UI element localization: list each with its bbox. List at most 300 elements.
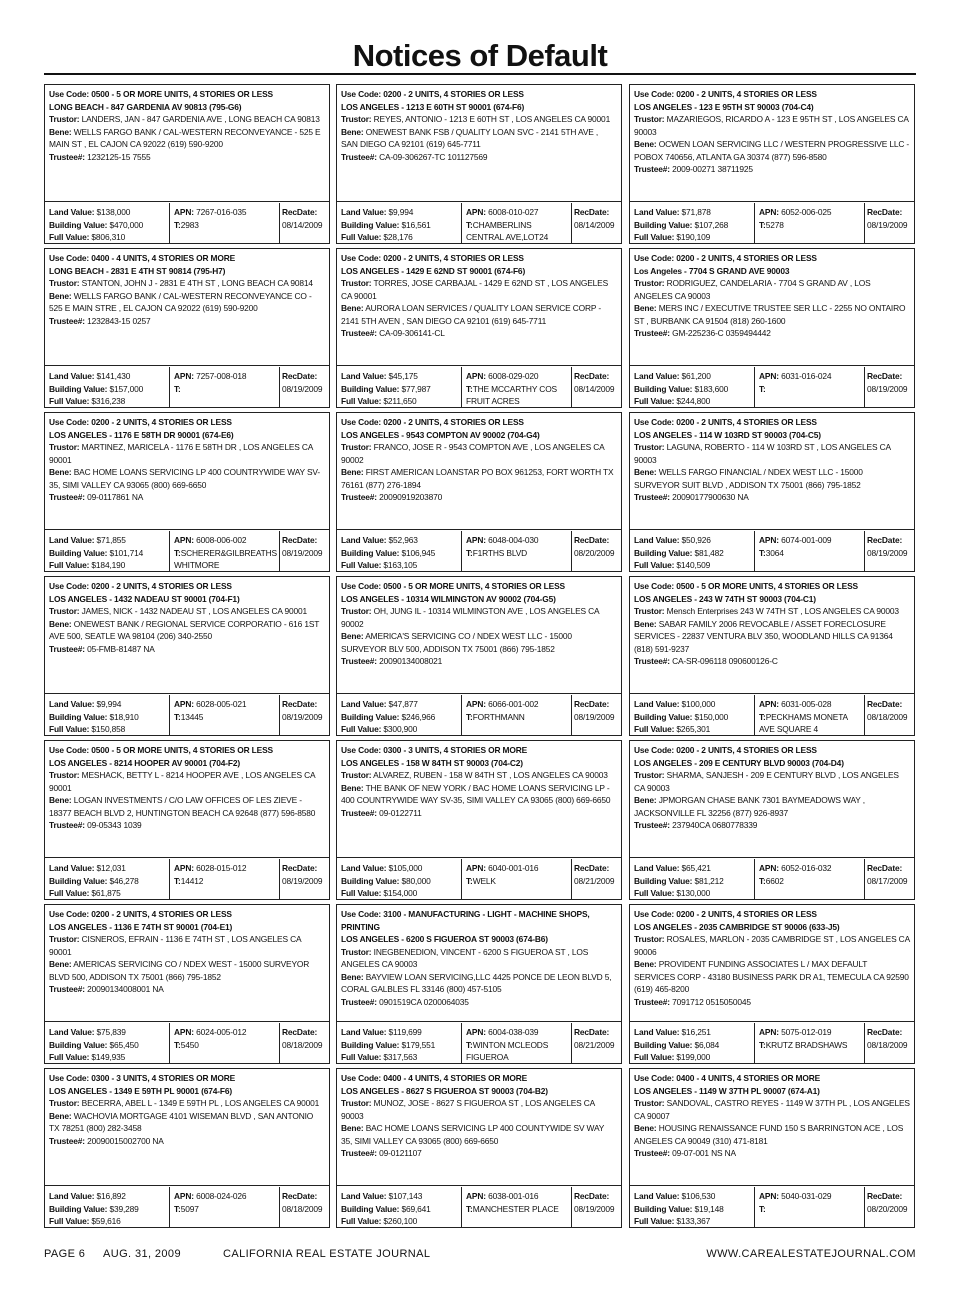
- bene-value: AMERICAS SERVICING CO / NDEX WEST - 15000 SURVEYOR BLVD 500, ADDISON TX 75001 (866) 795-1852: [49, 959, 310, 982]
- notice-details: [337, 741, 621, 858]
- trustee-line: [634, 996, 910, 1009]
- trustor-value: ALVAREZ, RUBEN - 158 W 84TH ST , LOS ANGELES CA 90003: [373, 770, 608, 780]
- use-code: Use Code: 0200 - 2 UNITS, 4 STORIES OR LESS: [341, 89, 524, 99]
- notice-card: [336, 576, 622, 736]
- notice-card: [629, 740, 915, 900]
- recdate-value: 08/20/2009: [867, 1203, 908, 1214]
- apn-label: APN:: [174, 863, 194, 873]
- trustee-line: [341, 1147, 617, 1160]
- trustor-label: Trustor:: [49, 442, 80, 452]
- use-code: Use Code: 0200 - 2 UNITS, 4 STORIES OR LESS: [634, 417, 817, 427]
- t-value: WINTON MCLEODS FIGUEROA: [466, 1039, 549, 1063]
- notice-card: [336, 1068, 622, 1228]
- trustor-line: [634, 933, 910, 958]
- trustee-label: Trustee#:: [634, 328, 670, 338]
- valuation-row: [45, 531, 329, 571]
- full-value: $133,367: [676, 1216, 711, 1227]
- apn-cell: [169, 1023, 279, 1063]
- full-value: $211,650: [383, 396, 417, 407]
- full-label: Full Value:: [341, 560, 382, 571]
- t-value: FORTHMANN: [472, 711, 525, 722]
- bene-value: FIRST AMERICAN LOANSTAR PO BOX 961253, FORT WORTH TX 76161 (877) 276-1894: [341, 467, 614, 490]
- recdate-value: 08/19/2009: [867, 547, 908, 558]
- bene-line: [49, 1110, 325, 1135]
- bene-line: [341, 630, 617, 655]
- trustor-value: ROSALES, MARLON - 2035 CAMBRIDGE ST , LOS ANGELES CA 90006: [634, 934, 910, 957]
- bene-value: OCWEN LOAN SERVICING LLC / WESTERN PROGRESSIVE LLC - POBOX 740656, ATLANTA GA 30374 (877) 596-8580: [634, 139, 910, 162]
- building-label: Building Value:: [634, 711, 693, 722]
- trustor-value: MUNOZ, JOSE - 8627 S FIGUEROA ST , LOS ANGELES CA 90003: [341, 1098, 595, 1121]
- recdate-value: 08/19/2009: [282, 547, 323, 558]
- bene-value: WELLS FARGO BANK / CAL-WESTERN RECONVEYANCE - 525 E MAIN ST , EL CAJON CA 92022 (619) 590-9200: [49, 126, 321, 149]
- bene-line: [341, 302, 617, 327]
- valuation-row: [337, 367, 621, 407]
- use-code: Use Code: 0200 - 2 UNITS, 4 STORIES OR LESS: [341, 253, 524, 263]
- bene-label: Bene:: [341, 1123, 364, 1133]
- t-label: T:: [759, 875, 766, 886]
- bene-value: BAYVIEW LOAN SERVICING,LLC 4425 PONCE DE LEON BLVD 5, CORAL GALBLES FL 33146 (800) 457-5105: [341, 971, 612, 994]
- apn-value: 6008-029-020: [488, 371, 539, 381]
- property-address: LONG BEACH - 847 GARDENIA AV 90813 (795-G6): [49, 101, 242, 112]
- trustor-label: Trustor:: [341, 606, 372, 616]
- apn-value: 6008-024-026: [196, 1191, 247, 1201]
- use-code: Use Code: 0200 - 2 UNITS, 4 STORIES OR LESS: [49, 581, 232, 591]
- land-label: Land Value:: [49, 863, 95, 873]
- property-address: LOS ANGELES - 1213 E 60TH ST 90001 (674-F6): [341, 101, 525, 112]
- trustor-line: [49, 605, 325, 618]
- recdate-cell: [279, 1023, 329, 1063]
- trustor-label: Trustor:: [49, 606, 80, 616]
- values-cell: [630, 367, 754, 407]
- t-label: T:: [174, 1039, 181, 1050]
- land-value: $16,892: [96, 1191, 126, 1201]
- building-label: Building Value:: [634, 219, 693, 230]
- trustor-line: [341, 113, 617, 126]
- building-value: $157,000: [109, 383, 144, 394]
- full-value: $265,301: [676, 724, 711, 735]
- bene-line: [341, 466, 617, 491]
- notice-details: [630, 741, 914, 858]
- trustor-line: [49, 113, 325, 126]
- trustee-label: Trustee#:: [634, 1148, 670, 1158]
- apn-value: 6052-016-032: [781, 863, 832, 873]
- recdate-label: RecDate:: [867, 1191, 903, 1201]
- building-value: $18,910: [109, 711, 139, 722]
- use-code: Use Code: 0400 - 4 UNITS, 4 STORIES OR MORE: [341, 1073, 528, 1083]
- land-label: Land Value:: [634, 535, 680, 545]
- apn-label: APN:: [466, 535, 486, 545]
- trustor-value: RODRIGUEZ, CANDELARIA - 7704 S GRAND AV , LOS ANGELES CA 90003: [634, 278, 871, 301]
- trustee-line: [49, 315, 325, 328]
- trustor-label: Trustor:: [634, 114, 665, 124]
- values-cell: [45, 695, 169, 735]
- recdate-cell: [571, 1187, 621, 1227]
- bene-label: Bene:: [341, 631, 364, 641]
- trustee-value: 09-05343 1039: [87, 820, 142, 830]
- apn-label: APN:: [174, 699, 194, 709]
- notice-card: [44, 576, 330, 736]
- t-label: T:: [174, 875, 181, 886]
- bene-label: Bene:: [341, 303, 364, 313]
- apn-label: APN:: [759, 863, 779, 873]
- recdate-value: 08/21/2009: [574, 875, 615, 886]
- use-code: Use Code: 0300 - 3 UNITS, 4 STORIES OR MORE: [49, 1073, 236, 1083]
- apn-cell: [169, 531, 279, 571]
- land-label: Land Value:: [49, 535, 95, 545]
- recdate-cell: [279, 1187, 329, 1227]
- trustee-label: Trustee#:: [49, 1135, 85, 1146]
- bene-value: AURORA LOAN SERVICES / QUALITY LOAN SERVICE CORP - 2141 5TH AVEN , SAN DIEGO CA 92101 (619) 645-7711: [341, 303, 602, 326]
- trustor-value: JAMES, NICK - 1432 NADEAU ST , LOS ANGELES CA 90001: [81, 606, 308, 616]
- apn-cell: [754, 531, 864, 571]
- full-value: $190,109: [676, 232, 711, 243]
- property-address: LOS ANGELES - 9543 COMPTON AV 90002 (704-G4): [341, 429, 540, 440]
- recdate-label: RecDate:: [574, 1027, 610, 1037]
- use-code: Use Code: 0200 - 2 UNITS, 4 STORIES OR LESS: [634, 89, 817, 99]
- apn-cell: [461, 859, 571, 899]
- use-code: Use Code: 0200 - 2 UNITS, 4 STORIES OR LESS: [49, 417, 232, 427]
- trustor-line: [634, 605, 910, 618]
- trustor-line: [341, 1097, 617, 1122]
- building-value: $101,714: [109, 547, 144, 558]
- building-value: $65,450: [109, 1039, 139, 1050]
- values-cell: [337, 1023, 461, 1063]
- full-label: Full Value:: [341, 232, 382, 243]
- notice-card: [44, 412, 330, 572]
- t-value: 5450: [180, 1039, 199, 1050]
- full-value: $163,105: [383, 560, 418, 571]
- t-label: T:: [466, 547, 473, 558]
- building-label: Building Value:: [341, 711, 400, 722]
- full-value: $61,875: [91, 888, 121, 899]
- trustor-line: [634, 769, 910, 794]
- trustee-label: Trustee#:: [341, 656, 377, 666]
- notice-details: [45, 905, 329, 1022]
- bene-line: [634, 1122, 910, 1147]
- apn-value: 7257-008-018: [196, 371, 247, 381]
- t-value: SCHERER&GILBREATHS WHITMORE: [174, 547, 277, 571]
- apn-cell: [461, 367, 571, 407]
- recdate-value: 08/17/2009: [867, 875, 908, 886]
- land-value: $119,699: [388, 1027, 422, 1037]
- land-value: $71,855: [96, 535, 126, 545]
- apn-cell: [461, 531, 571, 571]
- use-code: Use Code: 0200 - 2 UNITS, 4 STORIES OR LESS: [634, 253, 817, 263]
- apn-cell: [169, 1187, 279, 1227]
- recdate-cell: [571, 1023, 621, 1063]
- bene-value: MERS INC / EXECUTIVE TRUSTEE SER LLC - 2255 NO ONTAIRO ST , BURBANK CA 91504 (818) 260-1600: [634, 303, 906, 326]
- trustee-value: 09-0122711: [379, 807, 422, 818]
- apn-value: 6024-005-012: [196, 1027, 247, 1037]
- trustor-line: [341, 769, 617, 782]
- recdate-cell: [864, 859, 914, 899]
- full-label: Full Value:: [634, 232, 675, 243]
- recdate-value: 08/19/2009: [282, 383, 323, 394]
- notice-card: [336, 84, 622, 244]
- building-value: $6,084: [694, 1039, 720, 1050]
- valuation-row: [630, 1187, 914, 1227]
- recdate-cell: [864, 695, 914, 735]
- recdate-label: RecDate:: [867, 699, 903, 709]
- full-label: Full Value:: [634, 1216, 675, 1227]
- recdate-label: RecDate:: [574, 699, 610, 709]
- trustor-value: BECERRA, ABEL L - 1349 E 59TH PL , LOS ANGELES CA 90001: [81, 1098, 320, 1108]
- recdate-label: RecDate:: [574, 207, 610, 217]
- apn-label: APN:: [759, 535, 779, 545]
- trustee-label: Trustee#:: [49, 643, 85, 654]
- full-label: Full Value:: [634, 560, 675, 571]
- trustor-value: INEGBENEDION, VINCENT - 6200 S FIGUEROA ST , LOS ANGELES CA 90003: [341, 946, 589, 969]
- bene-line: [49, 466, 325, 491]
- notice-card: [629, 576, 915, 736]
- building-label: Building Value:: [49, 383, 108, 394]
- bene-line: [49, 794, 325, 819]
- values-cell: [337, 695, 461, 735]
- trustee-line: [49, 983, 325, 996]
- full-value: $149,935: [91, 1052, 126, 1063]
- building-value: $80,000: [401, 875, 431, 886]
- trustee-label: Trustee#:: [341, 807, 377, 818]
- notice-card: [336, 740, 622, 900]
- apn-value: 6048-004-030: [488, 535, 539, 545]
- trustor-line: [341, 277, 617, 302]
- t-label: T:: [759, 383, 766, 394]
- t-value: 2983: [180, 219, 199, 230]
- bene-line: [49, 958, 325, 983]
- trustor-line: [49, 769, 325, 794]
- use-code: Use Code: 0500 - 5 OR MORE UNITS, 4 STORIES OR LESS: [341, 581, 565, 591]
- recdate-value: 08/19/2009: [867, 383, 908, 394]
- apn-label: APN:: [174, 1027, 194, 1037]
- recdate-cell: [864, 1187, 914, 1227]
- property-address: LOS ANGELES - 209 E CENTURY BLVD 90003 (704-D4): [634, 757, 844, 768]
- notice-card: [336, 904, 622, 1064]
- use-code: Use Code: 0200 - 2 UNITS, 4 STORIES OR LESS: [634, 909, 817, 919]
- full-label: Full Value:: [341, 1052, 382, 1063]
- full-value: $260,100: [383, 1216, 418, 1227]
- full-value: $300,900: [383, 724, 418, 735]
- trustor-value: SANDOVAL, CASTRO REYES - 1149 W 37TH PL , LOS ANGELES CA 90007: [634, 1098, 910, 1121]
- bene-value: JPMORGAN CHASE BANK 7301 BAYMEADOWS WAY , JACKSONVILLE FL 32256 (877) 926-8937: [634, 795, 865, 818]
- valuation-row: [337, 695, 621, 735]
- apn-label: APN:: [466, 699, 486, 709]
- property-address: Los Angeles - 7704 S GRAND AVE 90003: [634, 265, 790, 276]
- building-label: Building Value:: [634, 1039, 693, 1050]
- trustor-label: Trustor:: [634, 442, 665, 452]
- bene-line: [634, 138, 910, 163]
- valuation-row: [337, 1187, 621, 1227]
- trustor-label: Trustor:: [634, 1098, 665, 1108]
- valuation-row: [630, 531, 914, 571]
- bene-line: [634, 958, 910, 996]
- trustor-line: [634, 1097, 910, 1122]
- land-value: $141,430: [96, 371, 131, 381]
- recdate-label: RecDate:: [574, 371, 610, 381]
- building-label: Building Value:: [49, 1039, 108, 1050]
- t-label: T:: [466, 875, 473, 886]
- use-code: Use Code: 3100 - MANUFACTURING - LIGHT - MACHINE SHOPS, PRINTING: [341, 909, 590, 932]
- bene-value: WELLS FARGO FINANCIAL / NDEX WEST LLC - 15000 SURVEYOR SUIT BLVD , ADDISON TX 75001 (866) 795-1852: [634, 467, 863, 490]
- valuation-row: [45, 859, 329, 899]
- notice-card: [629, 412, 915, 572]
- apn-cell: [754, 1023, 864, 1063]
- bene-value: LOGAN INVESTMENTS / C/O LAW OFFICES OF LES ZIEVE - 18377 BEACH BLVD 2, HUNTINGTON BEACH CA 92648 (877) 596-8580: [49, 795, 316, 818]
- recdate-value: 08/18/2009: [282, 1039, 323, 1050]
- apn-value: 6052-006-025: [781, 207, 832, 217]
- full-value: $317,563: [383, 1052, 418, 1063]
- bene-value: HOUSING RENAISSANCE FUND 150 S BARRINGTON ACE , LOS ANGELES CA 90049 (310) 471-8181: [634, 1123, 904, 1146]
- notice-details: [45, 85, 329, 202]
- t-label: T:: [174, 219, 181, 230]
- notice-details: [630, 905, 914, 1022]
- land-value: $71,878: [681, 207, 711, 217]
- notice-details: [45, 741, 329, 858]
- trustee-line: [634, 655, 910, 668]
- values-cell: [630, 531, 754, 571]
- full-label: Full Value:: [634, 396, 675, 407]
- trustee-label: Trustee#:: [634, 492, 670, 502]
- full-label: Full Value:: [49, 232, 90, 243]
- valuation-row: [630, 859, 914, 899]
- apn-value: 5075-012-019: [781, 1027, 832, 1037]
- trustee-line: [634, 491, 910, 504]
- recdate-label: RecDate:: [867, 863, 903, 873]
- building-value: $39,289: [109, 1203, 139, 1214]
- trustee-label: Trustee#:: [49, 151, 85, 162]
- recdate-cell: [864, 1023, 914, 1063]
- use-code: Use Code: 0500 - 5 OR MORE UNITS, 4 STORIES OR LESS: [49, 89, 273, 99]
- apn-value: 6074-001-009: [781, 535, 832, 545]
- trustee-line: [341, 151, 617, 164]
- notice-details: [337, 905, 621, 1022]
- trustor-line: [634, 277, 910, 302]
- recdate-value: 08/14/2009: [574, 383, 615, 394]
- valuation-row: [337, 531, 621, 571]
- notice-details: [45, 577, 329, 694]
- apn-label: APN:: [174, 535, 194, 545]
- building-label: Building Value:: [341, 875, 400, 886]
- t-value: 5278: [765, 219, 784, 230]
- apn-label: APN:: [174, 1191, 194, 1201]
- full-label: Full Value:: [49, 1052, 90, 1063]
- t-label: T:: [174, 547, 181, 558]
- page-title: Notices of Default: [352, 38, 608, 73]
- bene-label: Bene:: [634, 959, 657, 969]
- full-value: $28,176: [383, 232, 413, 243]
- trustee-line: [634, 327, 910, 340]
- trustee-label: Trustee#:: [634, 656, 670, 666]
- trustor-label: Trustor:: [341, 278, 372, 288]
- trustee-line: [49, 491, 325, 504]
- recdate-label: RecDate:: [282, 535, 318, 545]
- land-value: $138,000: [96, 207, 131, 217]
- bene-label: Bene:: [634, 795, 657, 805]
- bene-line: [341, 971, 617, 996]
- recdate-cell: [571, 531, 621, 571]
- trustee-line: [49, 1135, 325, 1148]
- recdate-value: 08/18/2009: [282, 1203, 323, 1214]
- trustee-line: [634, 163, 910, 176]
- use-code: Use Code: 0200 - 2 UNITS, 4 STORIES OR LESS: [634, 745, 817, 755]
- trustor-value: MARTINEZ, MARICELA - 1176 E 58TH DR , LOS ANGELES CA 90001: [49, 442, 313, 465]
- valuation-row: [337, 859, 621, 899]
- full-value: $316,238: [91, 396, 126, 407]
- trustee-value: 1232843-15 0257: [87, 315, 151, 326]
- t-label: T:: [759, 1039, 766, 1050]
- property-address: LOS ANGELES - 6200 S FIGUEROA ST 90003 (674-B6): [341, 934, 548, 944]
- trustor-label: Trustor:: [634, 606, 665, 616]
- building-label: Building Value:: [341, 547, 400, 558]
- notice-card: [629, 1068, 915, 1228]
- land-value: $45,175: [388, 371, 418, 381]
- full-label: Full Value:: [49, 724, 90, 735]
- apn-cell: [461, 1187, 571, 1227]
- valuation-row: [45, 1023, 329, 1063]
- t-label: T:: [759, 711, 766, 722]
- values-cell: [630, 1023, 754, 1063]
- values-cell: [45, 531, 169, 571]
- apn-cell: [461, 695, 571, 735]
- full-value: $199,000: [676, 1052, 711, 1063]
- notice-card: [44, 904, 330, 1064]
- building-value: $19,148: [694, 1203, 724, 1214]
- property-address: LOS ANGELES - 243 W 74TH ST 90003 (704-C1): [634, 593, 816, 604]
- full-value: $150,858: [91, 724, 126, 735]
- bene-line: [634, 618, 910, 656]
- building-label: Building Value:: [341, 1039, 400, 1050]
- apn-cell: [754, 367, 864, 407]
- recdate-value: 08/18/2009: [867, 711, 908, 722]
- bene-label: Bene:: [341, 782, 364, 793]
- trustee-label: Trustee#:: [49, 315, 85, 326]
- trustee-line: [341, 327, 617, 340]
- land-label: Land Value:: [341, 371, 387, 381]
- notice-details: [337, 1069, 621, 1186]
- trustor-value: FRANCO, JOSE R - 9543 COMPTON AVE , LOS ANGELES CA 90002: [341, 442, 605, 465]
- t-value: 5097: [180, 1203, 199, 1214]
- building-value: $16,561: [401, 219, 431, 230]
- trustor-line: [341, 946, 617, 971]
- notice-details: [630, 249, 914, 366]
- building-value: $106,945: [401, 547, 436, 558]
- bene-line: [341, 782, 617, 807]
- t-value: PECKHAMS MONETA AVE SQUARE 4: [759, 711, 848, 735]
- property-address: LONG BEACH - 2831 E 4TH ST 90814 (795-H7): [49, 265, 226, 276]
- trustee-value: 20090177900630 NA: [672, 492, 749, 502]
- notices-grid: [44, 84, 916, 1232]
- trustor-label: Trustor:: [634, 934, 665, 944]
- full-value: $59,616: [91, 1216, 121, 1227]
- recdate-cell: [864, 367, 914, 407]
- t-label: T:: [466, 219, 473, 230]
- land-label: Land Value:: [49, 207, 95, 217]
- land-value: $106,530: [681, 1191, 716, 1201]
- apn-cell: [754, 1187, 864, 1227]
- recdate-cell: [279, 531, 329, 571]
- recdate-cell: [571, 695, 621, 735]
- values-cell: [45, 367, 169, 407]
- apn-label: APN:: [759, 371, 779, 381]
- bene-label: Bene:: [49, 959, 72, 969]
- land-label: Land Value:: [341, 1191, 387, 1201]
- land-label: Land Value:: [634, 699, 680, 709]
- notice-card: [629, 904, 915, 1064]
- land-label: Land Value:: [341, 207, 387, 217]
- notice-card: [44, 1068, 330, 1228]
- building-label: Building Value:: [634, 1203, 693, 1214]
- recdate-cell: [279, 859, 329, 899]
- bene-label: Bene:: [49, 467, 72, 477]
